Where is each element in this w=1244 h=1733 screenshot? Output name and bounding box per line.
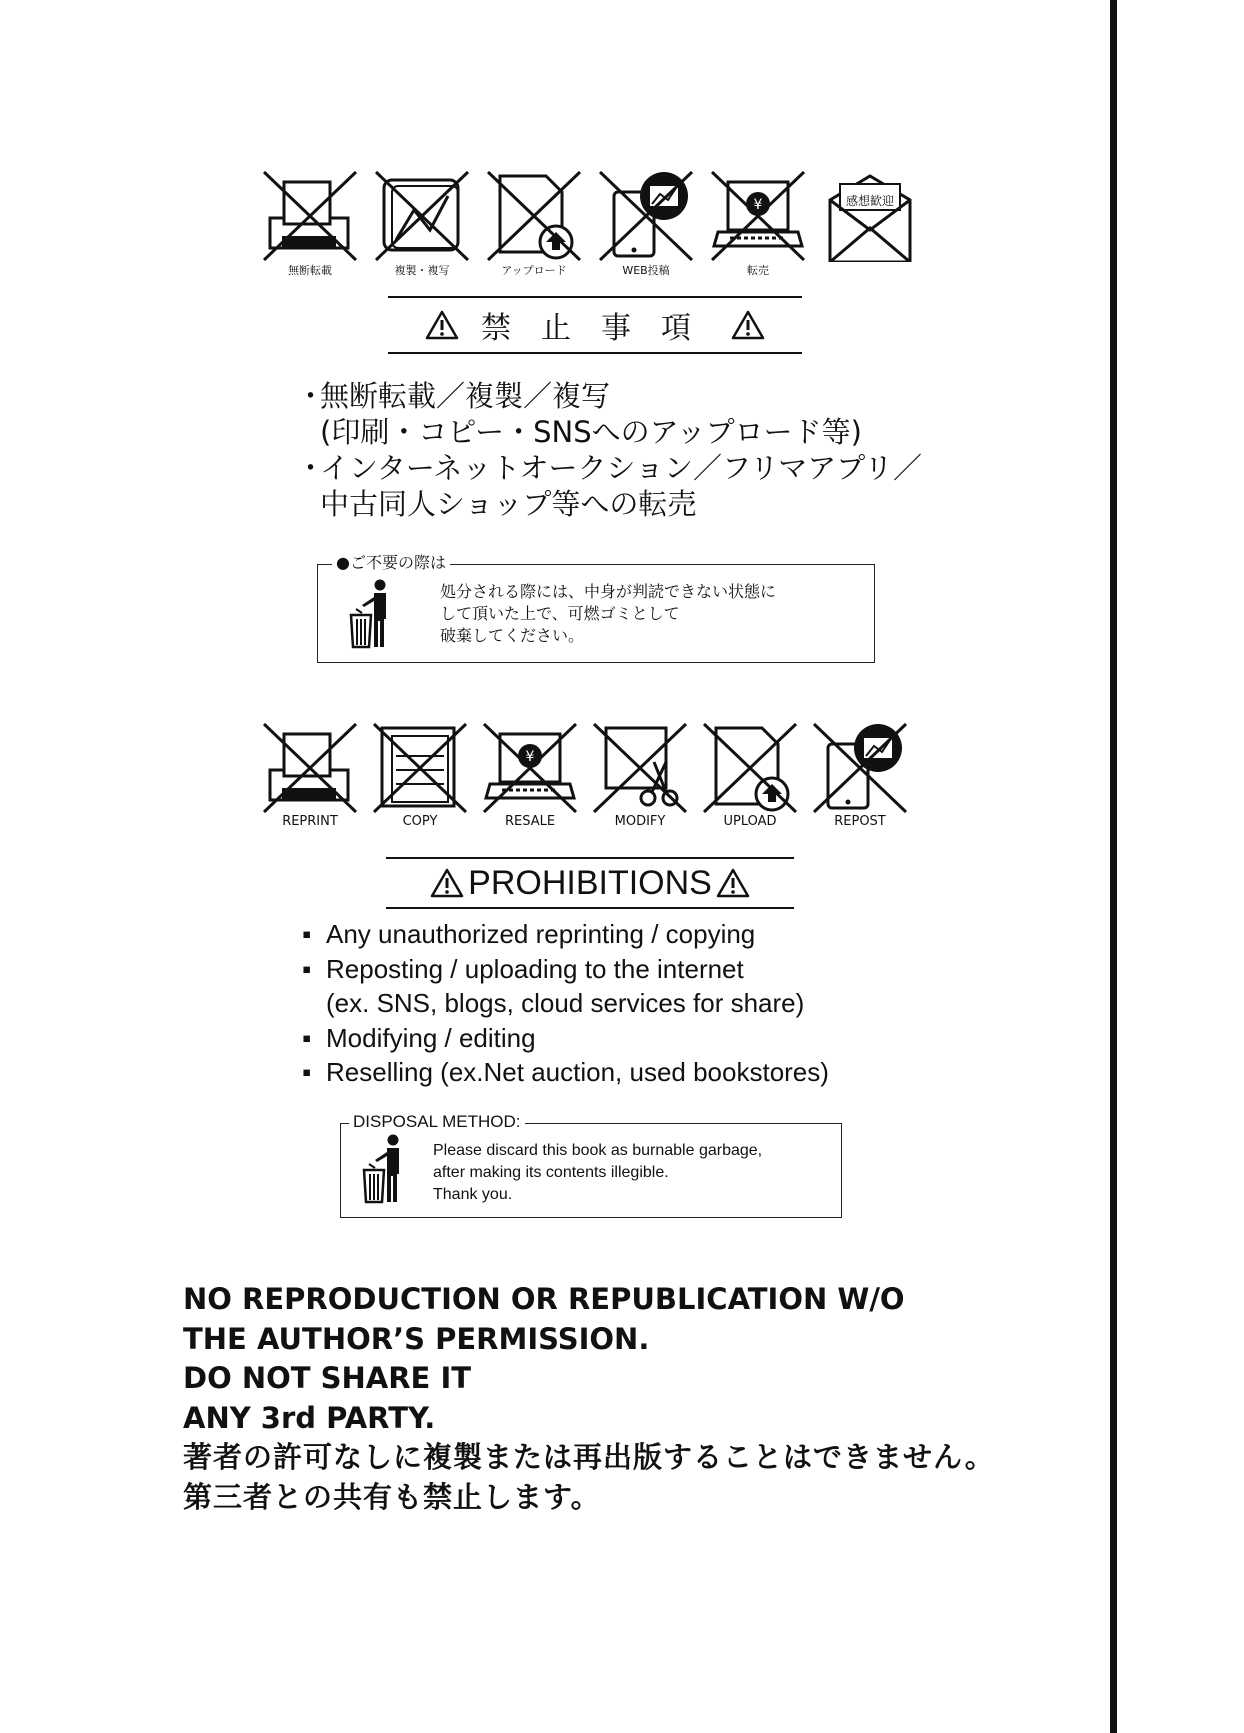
jp-disposal-box (317, 553, 875, 663)
disposal-text: Please discard this book as burnable garbage, after making its contents illegible. Thank you. (433, 1142, 763, 1203)
warning-icon (731, 310, 765, 340)
laptop-yen-crossed-icon (482, 722, 592, 829)
notice-line: THE AUTHOR’S PERMISSION. (183, 1321, 650, 1356)
copyright-notice (183, 1280, 995, 1517)
svg-text:¥: ¥ (753, 197, 763, 213)
icon-caption: REPOST (834, 814, 886, 829)
list-item: (印刷・コピー・SNSへのアップロード等) (320, 415, 862, 449)
disposal-title: ●ご不要の際は (332, 554, 450, 572)
laptop-yen-crossed-icon (710, 170, 822, 277)
upload-crossed-icon (486, 170, 598, 277)
icon-caption: MODIFY (614, 814, 666, 829)
notice-line: ANY 3rd PARTY. (183, 1400, 436, 1435)
printer-crossed-icon (262, 722, 372, 829)
en-heading (386, 857, 794, 909)
warning-icon (425, 310, 459, 340)
icon-caption: 転売 (747, 264, 769, 277)
disposal-text: 処分される際には、中身が判読できない状態に して頂いた上で、可燃ゴミとして 破棄してください。 (440, 582, 777, 645)
en-prohibition-list (302, 917, 829, 1090)
upload-crossed-icon (702, 722, 812, 829)
list-item: ・ 無断転載／複製／複写 (296, 379, 611, 413)
icon-caption: アップロード (501, 264, 567, 277)
notice-line: 著者の許可なしに複製または再出版することはできません。 (183, 1440, 995, 1474)
list-item: ▪ Any unauthorized reprinting / copying (302, 919, 756, 949)
icon-caption: UPLOAD (723, 814, 777, 829)
warning-icon (716, 868, 750, 898)
trash-person-icon (361, 1134, 411, 1208)
jp-heading (388, 296, 802, 354)
photo-copy-crossed-icon (374, 170, 486, 277)
list-item: ▪ Modifying / editing (302, 1022, 536, 1053)
printer-crossed-icon (262, 170, 374, 277)
svg-text:¥: ¥ (525, 749, 535, 765)
en-heading-text: PROHIBITIONS (468, 863, 712, 902)
list-item: ▪ Reposting / uploading to the internet (302, 953, 744, 984)
en-icon-row (262, 722, 922, 829)
en-disposal-box (340, 1112, 842, 1218)
icon-caption: REPRINT (282, 814, 338, 829)
icon-caption: 複製・複写 (394, 264, 450, 277)
list-item: 中古同人ショップ等への転売 (320, 487, 697, 521)
jp-prohibition-list (296, 378, 922, 522)
notice-line: 第三者との共有も禁止します。 (183, 1479, 601, 1514)
copy-crossed-icon (372, 722, 482, 829)
jp-heading-text: 禁止事項 (481, 311, 721, 346)
icon-caption: 無断転載 (288, 264, 332, 277)
notice-line: DO NOT SHARE IT (183, 1361, 472, 1395)
list-item: (ex. SNS, blogs, cloud services for share) (326, 988, 805, 1018)
phone-post-crossed-icon (598, 170, 710, 277)
disposal-title: DISPOSAL METHOD: (349, 1113, 525, 1131)
envelope-icon (822, 170, 934, 262)
notice-line: NO REPRODUCTION OR REPUBLICATION W/O (183, 1282, 905, 1316)
list-item: ・ インターネットオークション／フリマアプリ／ (296, 451, 923, 485)
page-edge-rule (1110, 0, 1117, 1733)
list-item: ▪ Reselling (ex.Net auction, used bookstores) (302, 1057, 829, 1087)
envelope-label: 感想歓迎 (845, 194, 894, 208)
jp-icon-row (262, 170, 934, 277)
icon-caption: RESALE (504, 814, 556, 829)
scissors-crossed-icon (592, 722, 702, 829)
icon-caption: COPY (402, 814, 438, 829)
warning-icon (430, 868, 464, 898)
trash-person-icon (348, 579, 398, 653)
phone-post-crossed-icon (812, 722, 922, 829)
icon-caption: WEB投稿 (622, 264, 670, 277)
